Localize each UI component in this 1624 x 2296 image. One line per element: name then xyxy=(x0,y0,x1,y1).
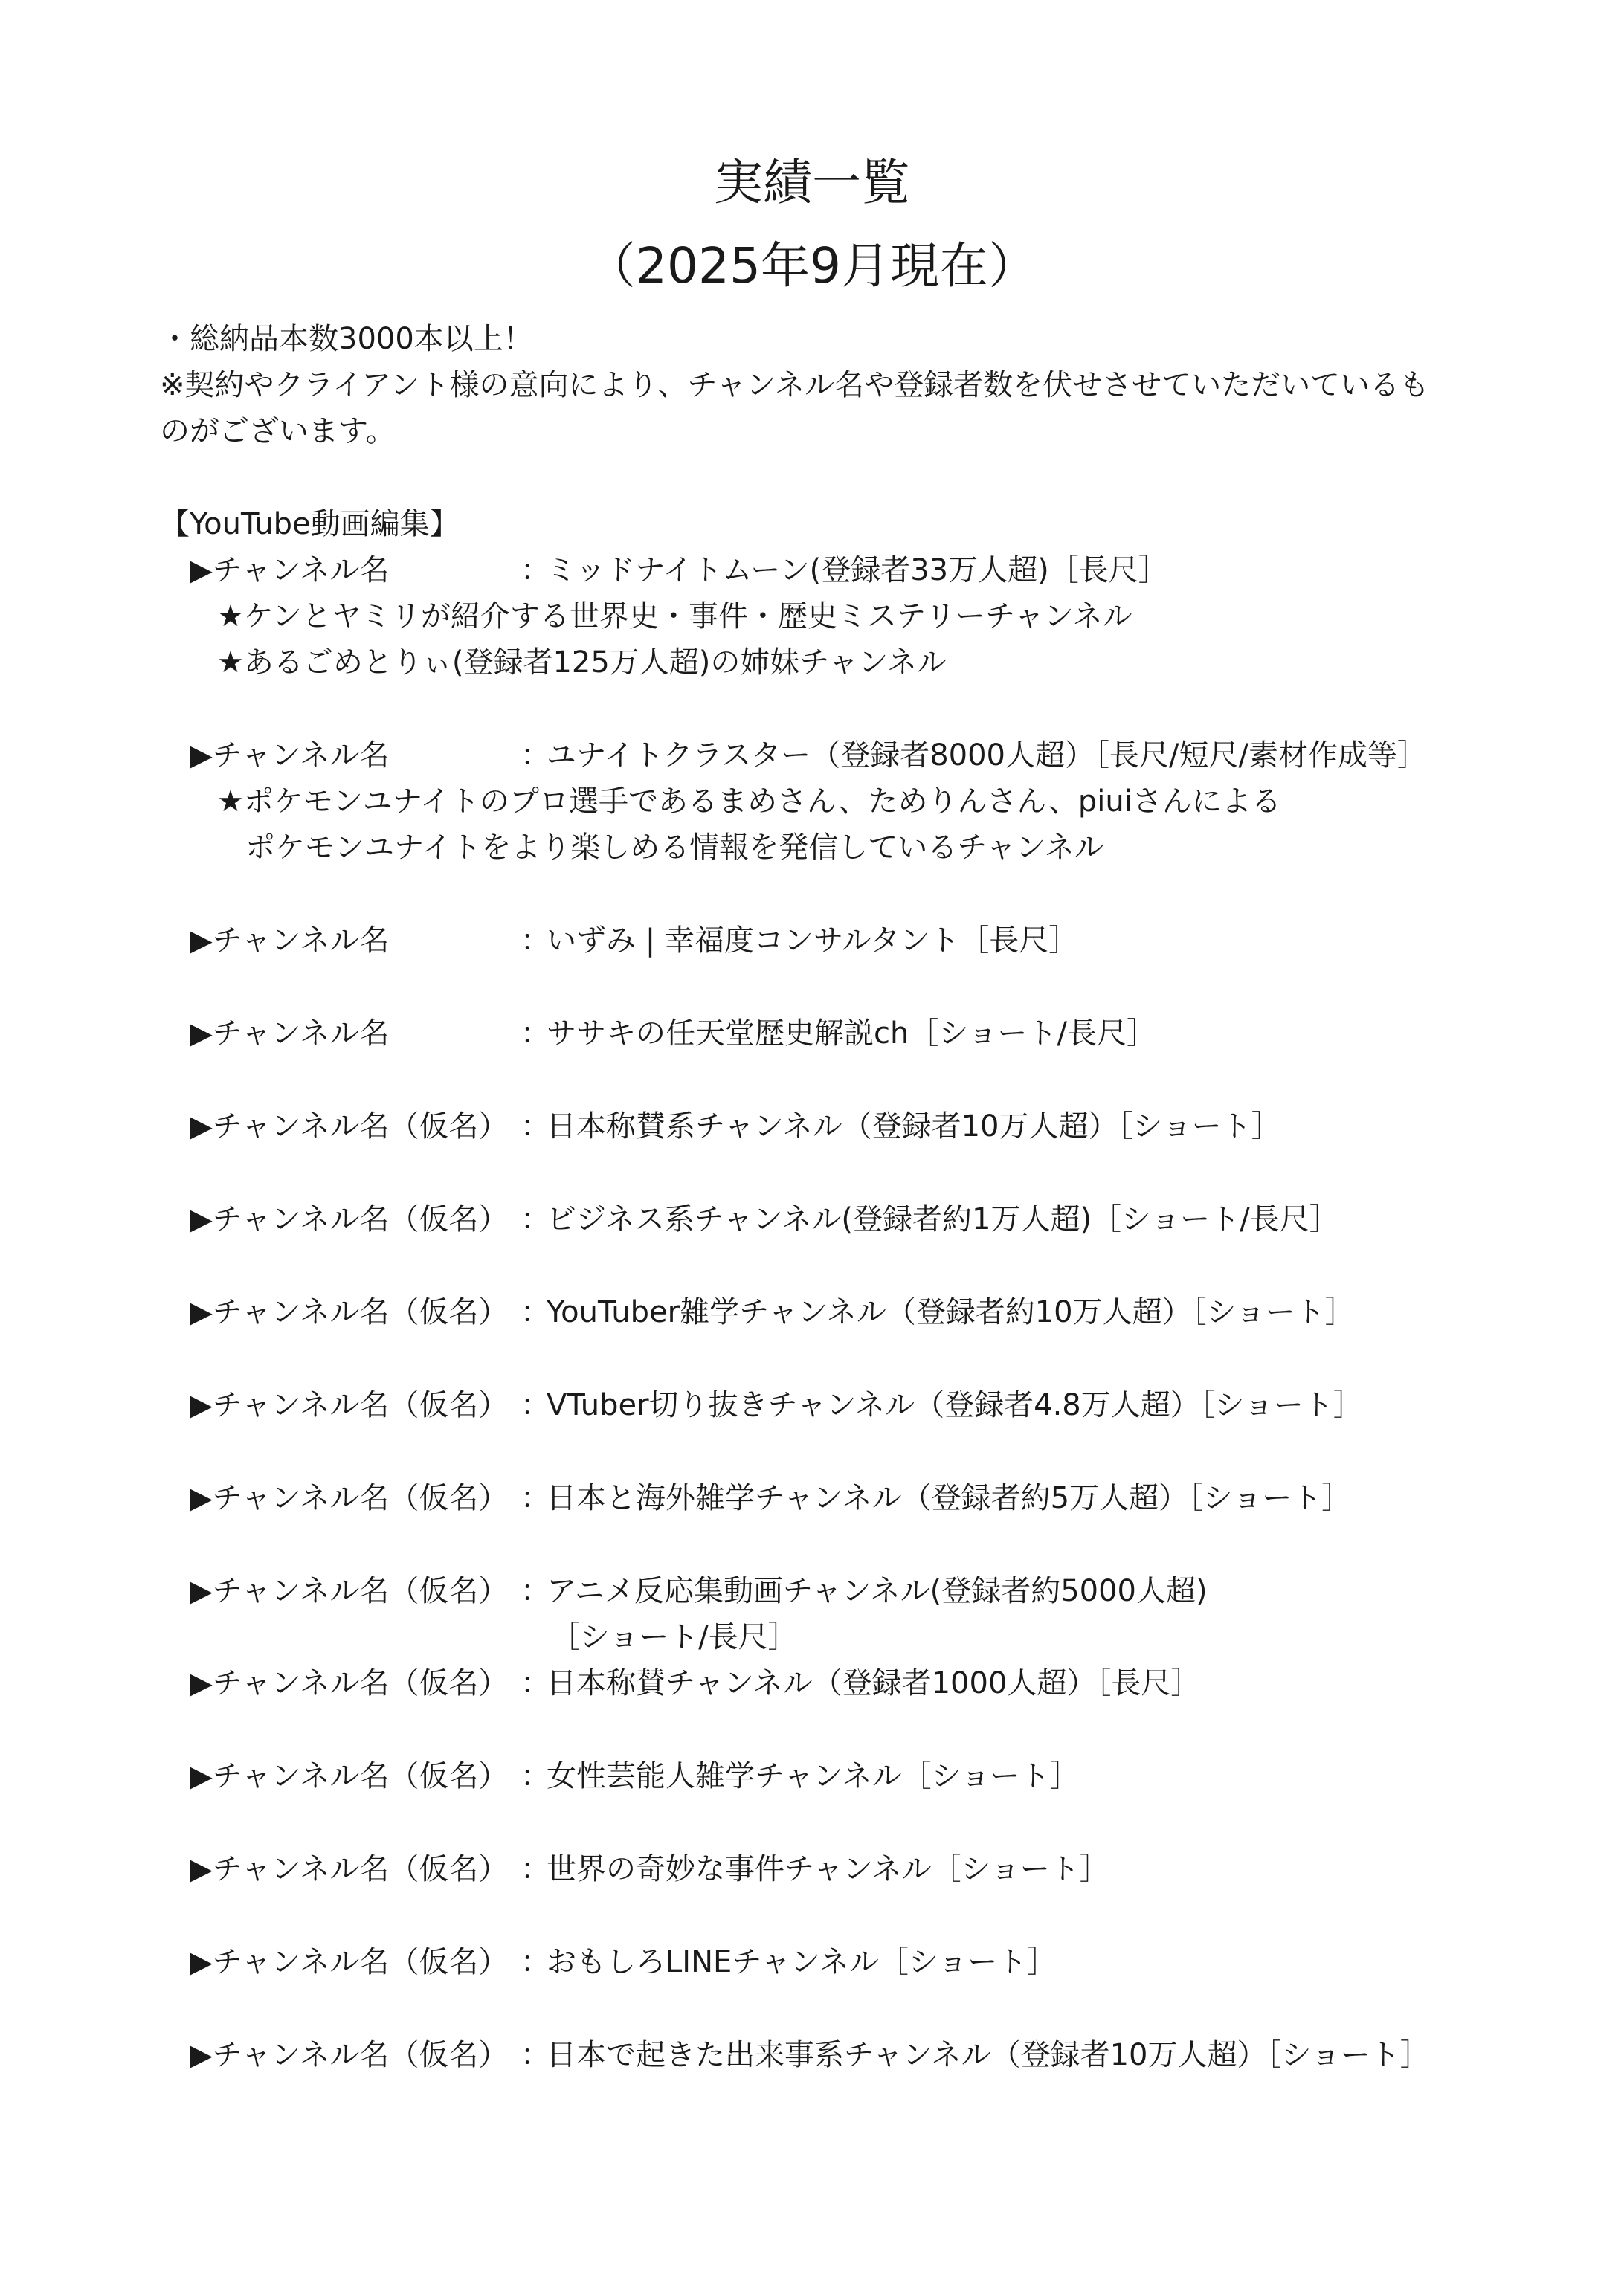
channel-label: ▶チャンネル名（仮名） xyxy=(190,1202,509,1236)
channel-label: ▶チャンネル名（仮名） xyxy=(190,1945,509,1979)
section-heading: 【YouTube動画編集】 xyxy=(160,507,460,541)
channel-name: ユナイトクラスター（登録者8000人超）［長尺/短尺/素材作成等］ xyxy=(547,738,1427,773)
channel-colon: ： xyxy=(521,923,550,958)
channel-colon: ： xyxy=(521,553,550,587)
intro-disclaimer-line2: のがございます。 xyxy=(160,414,396,448)
channel-label: ▶チャンネル名（仮名） xyxy=(190,1759,509,1793)
channel-label: ▶チャンネル名（仮名） xyxy=(190,1852,509,1886)
channel-name: ビジネス系チャンネル(登録者約1万人超)［ショート/長尺］ xyxy=(547,1202,1339,1236)
page-subtitle-date: （2025年9月現在） xyxy=(587,237,1037,294)
channel-colon: ： xyxy=(521,738,550,773)
channel-label: ▶チャンネル名 xyxy=(190,1016,390,1051)
channel-name: 日本で起きた出来事系チャンネル（登録者10万人超）［ショート］ xyxy=(547,2038,1430,2072)
channel-label: ▶チャンネル名（仮名） xyxy=(190,1666,509,1700)
channel-name: いずみ | 幸福度コンサルタント［長尺］ xyxy=(547,923,1079,958)
channel-note: ★あるごめとりぃ(登録者125万人超)の姉妹チャンネル xyxy=(217,645,947,680)
channel-colon: ： xyxy=(521,1945,550,1979)
channel-colon: ： xyxy=(521,1202,550,1236)
intro-disclaimer-line1: ※契約やクライアント様の意向により、チャンネル名や登録者数を伏せさせていただいているも xyxy=(160,368,1430,402)
channel-colon: ： xyxy=(521,1759,550,1793)
channel-colon: ： xyxy=(521,2038,550,2072)
channel-label: ▶チャンネル名（仮名） xyxy=(190,2038,509,2072)
channel-colon: ： xyxy=(521,1852,550,1886)
channel-colon: ： xyxy=(521,1481,550,1515)
channel-colon: ： xyxy=(521,1388,550,1422)
channel-colon: ： xyxy=(521,1666,550,1700)
channel-colon: ： xyxy=(521,1109,550,1144)
channel-name: ミッドナイトムーン(登録者33万人超)［長尺］ xyxy=(547,553,1168,587)
channel-label: ▶チャンネル名（仮名） xyxy=(190,1574,509,1608)
channel-name: 日本称賛チャンネル（登録者1000人超）［長尺］ xyxy=(547,1666,1201,1700)
channel-label: ▶チャンネル名（仮名） xyxy=(190,1109,509,1144)
channel-name: おもしろLINEチャンネル［ショート］ xyxy=(547,1945,1057,1979)
page-title: 実績一覧 xyxy=(714,154,910,211)
intro-total-deliveries: ・総納品本数3000本以上！ xyxy=(160,322,533,356)
channel-name: YouTuber雑学チャンネル（登録者約10万人超）［ショート］ xyxy=(547,1295,1355,1329)
channel-name: ササキの任天堂歴史解説ch［ショート/長尺］ xyxy=(547,1016,1157,1051)
channel-name: 日本と海外雑学チャンネル（登録者約5万人超）［ショート］ xyxy=(547,1481,1352,1515)
channel-note: ★ポケモンユナイトのプロ選手であるまめさん、ためりんさん、piuiさんによる xyxy=(217,784,1281,819)
channel-note: ポケモンユナイトをより楽しめる情報を発信しているチャンネル xyxy=(245,831,1104,865)
channel-name: VTuber切り抜きチャンネル（登録者4.8万人超）［ショート］ xyxy=(547,1388,1363,1422)
channel-label: ▶チャンネル名（仮名） xyxy=(190,1295,509,1329)
channel-label: ▶チャンネル名（仮名） xyxy=(190,1481,509,1515)
channel-colon: ： xyxy=(521,1016,550,1051)
channel-name: 女性芸能人雑学チャンネル［ショート］ xyxy=(547,1759,1080,1793)
channel-label: ▶チャンネル名 xyxy=(190,923,390,958)
channel-label: ▶チャンネル名 xyxy=(190,738,390,773)
channel-note: ★ケンとヤミリが紹介する世界史・事件・歴史ミステリーチャンネル xyxy=(217,599,1132,633)
channel-name-continued: ［ショート/長尺］ xyxy=(550,1620,798,1654)
channel-label: ▶チャンネル名（仮名） xyxy=(190,1388,509,1422)
channel-name: 日本称賛系チャンネル（登録者10万人超）［ショート］ xyxy=(547,1109,1281,1144)
channel-colon: ： xyxy=(521,1295,550,1329)
channel-colon: ： xyxy=(521,1574,550,1608)
channel-name: 世界の奇妙な事件チャンネル［ショート］ xyxy=(547,1852,1109,1886)
channel-label: ▶チャンネル名 xyxy=(190,553,390,587)
channel-name: アニメ反応集動画チャンネル(登録者約5000人超) xyxy=(547,1574,1208,1608)
